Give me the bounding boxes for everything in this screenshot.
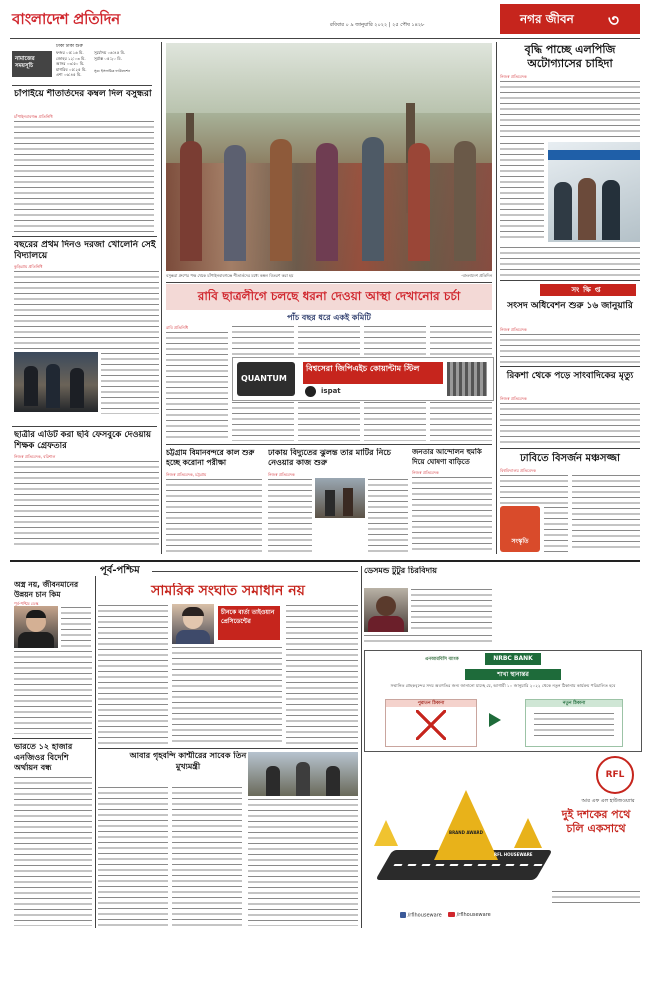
lead-body-2 — [172, 646, 282, 744]
prayer-times-box — [12, 43, 132, 83]
mondop-body-1 — [500, 474, 568, 504]
blanket-distribution-photo — [166, 43, 492, 271]
power-body-1 — [268, 478, 312, 552]
prayer-time: ১২:০৩ মি. — [67, 55, 86, 61]
samkhipto-label-text: সংক্ষিপ্ত — [571, 286, 605, 294]
nrbc-old-cross — [416, 710, 446, 740]
masthead-dateline: রবিবার ০ ৯ জানুয়ারি ২০২২ | ২৫ পৌষ ১৪২৮ — [330, 22, 425, 28]
prayer-heading: ঢাকা ঢাকা শুরু — [56, 44, 83, 49]
india-body — [14, 776, 92, 926]
india-headline: ভারতে ১২ হাজার এনজিওর বিদেশি অর্থায়ন বন্ধ — [14, 742, 73, 772]
product-text: RFL HOUSEWARE — [494, 852, 533, 857]
youtube-icon — [448, 912, 455, 917]
lpg-body — [500, 80, 640, 140]
ctg-body — [166, 478, 262, 552]
prayer-rows — [56, 50, 92, 78]
tutu-body-1 — [411, 588, 492, 632]
crowd-headline: জনতার আন্দোলন হুমকি দিয়ে ঘোষণা বাড়িতে — [412, 448, 482, 466]
prayer-name: আসর — [56, 61, 67, 67]
kim-byline: পূর্ব-পশ্চিম ডেস্ক — [14, 601, 39, 606]
rickshaw-body — [500, 402, 640, 446]
sun-rows — [94, 50, 132, 61]
photo-caption: বসুন্ধরা গ্রুপের পক্ষ থেকে চাঁপাইনবাবগঞ্জে শীতার্তদের মধ্যে কম্বল বিতরণ করা হয় — [166, 273, 294, 278]
power-body-2 — [368, 478, 408, 552]
nrbc-logo — [485, 653, 541, 665]
tutu-body-2 — [364, 634, 492, 646]
lead-headline: সামরিক সংঘাত সমাধান নয় — [151, 583, 305, 599]
rfl-social-1-text: /rflhouseware — [407, 912, 442, 919]
tsai-quote-box — [172, 604, 282, 644]
quantum-headline: বিশ্বসেরা জিপিএইচ কোয়ান্টাম স্টিল — [303, 362, 443, 384]
prayer-name: জোহর — [56, 55, 68, 61]
rfl-social-1[interactable] — [400, 912, 442, 919]
left-story-2-byline: কুড়িগ্রাম প্রতিনিধি — [14, 264, 43, 269]
sanskriti-badge — [500, 506, 540, 552]
lpg-byline: নিজস্ব প্রতিবেদক — [500, 74, 527, 79]
left-story-1-byline: চাঁপাইনবাবগঞ্জ প্রতিনিধি — [14, 114, 53, 119]
left-story-2-headline: বছরের প্রথম দিনও দরজা খোলেনি সেই বিদ্যালয়ে — [14, 240, 156, 261]
rabi-headline-bar — [166, 284, 492, 310]
rabi-body-lower2 — [298, 401, 360, 441]
left-story-3-byline: নিজস্ব প্রতিবেদক, বরিশাল — [14, 454, 56, 459]
rfl-logo-text: RFL — [605, 770, 625, 780]
section-banner — [500, 4, 640, 34]
tsai-photo — [172, 604, 214, 644]
steel-bars-graphic — [447, 362, 487, 396]
nrbc-old-label: পুরাতন ঠিকানা — [386, 700, 476, 707]
prayer-name: ফজর — [56, 50, 66, 55]
sun-name: সূর্যোদয় — [94, 50, 108, 55]
masthead — [0, 0, 650, 38]
prayer-time: ০৬:৪৫ মি. — [63, 72, 82, 78]
prayer-name: এশা — [56, 72, 64, 78]
award-text: BRAND AWARD — [449, 830, 483, 835]
mondop-body-2 — [544, 506, 568, 552]
kim-body-1 — [61, 606, 91, 648]
prayer-row — [56, 72, 92, 78]
nrbc-bank-ad[interactable] — [364, 650, 642, 752]
lpg-headline: বৃদ্ধি পাচ্ছে এলপিজি অটোগ্যাসের চাহিদা — [524, 43, 616, 70]
nrbc-old-box — [385, 699, 477, 747]
ceremony-photo — [14, 352, 98, 412]
rabi-body-lower4 — [430, 401, 492, 441]
rabi-byline: রাবি প্রতিনিধি — [166, 325, 189, 330]
kashmir-body-3 — [248, 798, 358, 926]
kashmir-photo — [248, 752, 358, 796]
rfl-road-graphic — [364, 790, 554, 900]
kim-photo — [14, 606, 58, 648]
rabi-kicker: পাঁচ বছর ধরে একই কমিটি — [287, 313, 371, 322]
photo-credit: -বাংলাদেশ প্রতিদিন — [461, 273, 492, 278]
sun-row — [94, 56, 132, 62]
lead-body-1 — [98, 604, 168, 744]
kim-headline: অস্ত্র নয়, জীবনমানের উন্নয়ন চান কিম — [14, 580, 79, 599]
mondop-byline: বিশ্ববিদ্যালয় প্রতিবেদক — [500, 468, 536, 473]
facebook-icon — [400, 912, 406, 918]
rickshaw-byline: নিজস্ব প্রতিবেদক — [500, 396, 527, 401]
sun-name: সূর্যাস্ত — [94, 55, 105, 61]
sanskriti-badge-text: সংস্কৃতি — [511, 538, 529, 545]
nrbc-logo-text: NRBC BANK — [493, 655, 533, 662]
prayer-title-badge — [12, 51, 52, 77]
rickshaw-headline: রিকশা থেকে পড়ে সাংবাদিকের মৃত্যু — [506, 371, 634, 381]
rabi-body-col1 — [166, 331, 228, 441]
power-headline: ঢাকায় বিদ্যুতের ঝুলন্ত তার মাটির নিচে নেওয়ার কাজ শুরু — [268, 448, 391, 467]
quantum-steel-ad[interactable] — [232, 357, 494, 401]
session-body — [500, 333, 640, 363]
quantum-logo-badge — [237, 362, 295, 396]
sun-time: ০৫:২০ মি. — [104, 55, 122, 61]
cable-work-photo — [315, 478, 365, 518]
rfl-logo — [596, 756, 634, 794]
left-story-3-headline: ছাত্রীর এডিট করা ছবি ফেসবুকে দেওয়ায় শিক্ষক গ্রেফতার — [14, 430, 151, 451]
nrbc-notice: সম্মানিত গ্রাহকবৃন্দের সদয় অবগতির জন্য জানানো যাচ্ছে যে, আগামী ১০ জানুয়ারি ২০২২ থেকে নতুন ঠিকানায় কার্যক্রম পরিচালিত হবে — [390, 683, 616, 688]
rfl-brand: আর এফ এল হাউজওয়্যার — [581, 798, 635, 804]
prayer-title: নামাজের সময়সূচি — [15, 56, 35, 69]
samkhipto-label — [540, 284, 636, 296]
rabi-body-lower1 — [232, 401, 294, 441]
rfl-tagline-text — [552, 890, 640, 906]
rfl-social-2-text: /rflhouseware — [456, 912, 491, 918]
rabi-body-lower3 — [364, 401, 426, 441]
rabi-body-col5 — [430, 325, 492, 355]
left-story-1-body — [14, 120, 154, 232]
nrbc-new-label: নতুন ঠিকানা — [526, 700, 622, 707]
ctg-byline: নিজস্ব প্রতিবেদক, চট্টগ্রাম — [166, 472, 207, 477]
page-number: ৩ — [608, 11, 620, 31]
gph-icon — [305, 386, 316, 397]
quantum-brand: QUANTUM — [241, 374, 287, 383]
nrbc-arrow-icon — [489, 713, 501, 727]
crowd-byline: নিজস্ব প্রতিবেদক — [412, 470, 439, 475]
mondop-headline: ঢাবিতে বিসর্জন মঞ্চসজ্জা — [520, 453, 620, 464]
lpg-body-3 — [500, 246, 640, 276]
quantum-sub: ispat — [321, 387, 341, 395]
session-byline: নিজস্ব প্রতিবেদক — [500, 327, 527, 332]
rabi-body-col3 — [298, 325, 360, 355]
prayer-source: সূত্র: ইসলামিক ফাউন্ডেশন — [94, 69, 131, 73]
nrbc-title-bar — [465, 669, 561, 680]
lpg-expo-photo — [548, 142, 640, 242]
tutu-headline: ডেসমন্ড টুটুর চিরবিদায় — [364, 566, 437, 575]
kashmir-body-1 — [98, 786, 168, 926]
purbo-paschim-label: পূর্ব-পশ্চিম — [100, 565, 140, 576]
crowd-body — [412, 476, 492, 552]
rfl-headline: দুই দশকের পথে চলি একসাথে — [561, 808, 631, 835]
session-headline: সংসদ অধিবেশন শুরু ১৬ জানুয়ারি — [507, 301, 633, 311]
nrbc-new-box — [525, 699, 623, 747]
prayer-time: ০৫:১৬ মি. — [65, 50, 84, 55]
section-title: নগর জীবন — [520, 12, 574, 26]
mondop-body-3 — [572, 474, 640, 552]
lead-body-3 — [286, 604, 358, 744]
left-story-2-body-cont — [101, 352, 159, 414]
kashmir-body-2 — [172, 786, 242, 926]
rfl-social-2[interactable] — [448, 912, 491, 918]
ctg-headline: চট্টগ্রাম বিমানবন্দরে কাল শুরু হচ্ছে করোনা পরীক্ষা — [166, 448, 255, 467]
rabi-body-col4 — [364, 325, 426, 355]
kim-body-2 — [14, 650, 92, 734]
rabi-body-col2 — [232, 325, 294, 355]
tsai-quote-label: চীনকে বার্তা তাইওয়ান প্রেসিডেন্টের — [218, 606, 280, 640]
kashmir-headline: আবার গৃহবন্দি কাশ্মীরের সাবেক তিন মুখ্যমন্ত্রী — [129, 751, 247, 771]
sun-time: ০৬:৪৫ মি. — [107, 50, 126, 55]
rabi-headline: রাবি ছাত্রলীগে চলছে ধরনা দেওয়া আস্থা দেখানোর চর্চা — [197, 289, 461, 303]
pyramid-award-icon — [434, 790, 498, 860]
prayer-time: ০৩:৫০ মি. — [66, 61, 85, 67]
left-story-3-body — [14, 460, 159, 546]
left-story-1-headline: চাঁপাইয়ে শীতার্তদের কম্বল দিল বসুন্ধরা — [14, 89, 152, 99]
nrbc-tag: এনআরবিসি ব্যাংক — [425, 657, 459, 662]
prayer-time: ০৫:২৫ মি. — [68, 66, 87, 72]
nrbc-title: শাখা স্থানান্তর — [497, 671, 529, 678]
tutu-photo — [364, 588, 408, 632]
prayer-name: মাগরিব — [56, 66, 69, 72]
masthead-logo: বাংলাদেশ প্রতিদিন — [12, 10, 120, 28]
power-byline: নিজস্ব প্রতিবেদক — [268, 472, 295, 477]
lpg-body-2 — [500, 142, 544, 242]
left-story-2-body — [14, 270, 159, 350]
